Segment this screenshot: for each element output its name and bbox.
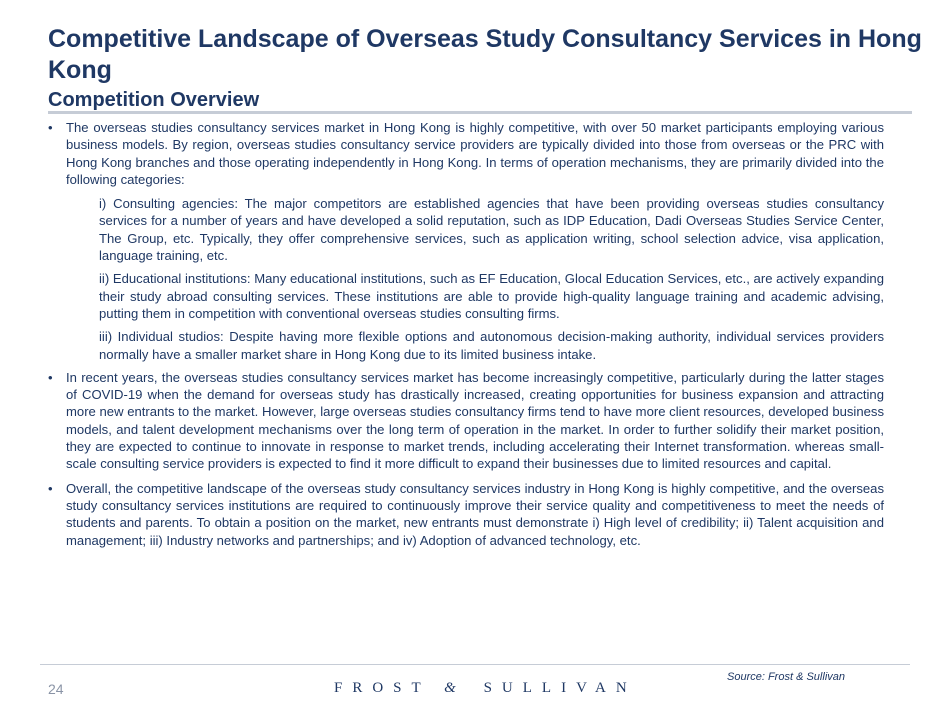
frost-sullivan-logo bbox=[334, 680, 637, 697]
logo-word-sullivan: SULLIVAN bbox=[483, 680, 637, 696]
bullet-item bbox=[48, 369, 884, 473]
category-item: iii) Individual studios: Despite having more flexible options and autonomous decision-making authority, individual services providers normally have a smaller market share in Hong Kong due to its limited business intake. bbox=[99, 329, 884, 362]
bullet-icon: • bbox=[48, 120, 53, 135]
title-divider bbox=[48, 111, 912, 114]
page-subtitle: Competition Overview bbox=[48, 89, 260, 111]
logo-word-frost: FROST bbox=[334, 680, 431, 696]
category-item: ii) Educational institutions: Many educational institutions, such as EF Education, Glocal Education Services, etc., are actively expanding their study abroad consulting services. These institutions are able to provide high-quality language training and academic advising, putting them in competition with conventional overseas studies consulting firms. bbox=[99, 271, 884, 321]
source-note: Source: Frost & Sullivan bbox=[727, 671, 845, 683]
bullet-text: The overseas studies consultancy services market in Hong Kong is highly competitive, with over 50 market participants employing various business models. By region, overseas studies consultancy service providers are typically divided into those from overseas or the PRC with Hong Kong branches and those operating independently in Hong Kong. In terms of operation mechanisms, they are primarily divided into the following categories: bbox=[66, 120, 884, 187]
category-item: i) Consulting agencies: The major competitors are established agencies that have been providing overseas studies consultancy services for a number of years and have developed a solid reputation, such as IDP Education, Dadi Overseas Studies Service Center, The Group, etc. Typically, they offer comprehensive services, such as application writing, school selection advice, visa application, language training, etc. bbox=[99, 196, 884, 264]
page-title: Competitive Landscape of Overseas Study Consultancy Services in Hong Kong bbox=[48, 25, 922, 84]
bullet-text: Overall, the competitive landscape of the overseas study consultancy services industry in Hong Kong is highly competitive, and the overseas study consultancy services institutions are required to continuously improve their service quality and competitiveness to meet the needs of students and parents. To obtain a position on the market, new entrants must demonstrate i) High level of credibility; ii) Talent acquisition and management; iii) Industry networks and partnerships; and iv) Adoption of advanced technology, etc. bbox=[66, 480, 884, 548]
bullet-item bbox=[48, 119, 884, 188]
bullet-text: In recent years, the overseas studies consultancy services market has become increasingly competitive, particularly during the latter stages of COVID-19 when the demand for overseas study has drastically increased, creating opportunities for business expansion and attracting more new entrants to the market. However, large overseas studies consultancy firms tend to have more client resources, developed business models, and talent development mechanisms over the long term of operation in the market. In order to further solidify their market position, they are expected to continue to innovate in response to market trends, including accelerating their Internet transformation. whereas small-scale consulting service providers is expected to find it more difficult to expand their businesses due to limited resources and capital. bbox=[66, 369, 884, 472]
footer-divider bbox=[40, 664, 910, 665]
main-content bbox=[48, 119, 884, 556]
bullet-icon: • bbox=[48, 480, 53, 496]
bullet-item bbox=[48, 480, 884, 549]
logo-ampersand: & bbox=[444, 680, 470, 696]
page-number: 24 bbox=[48, 681, 64, 697]
bullet-icon: • bbox=[48, 369, 53, 385]
